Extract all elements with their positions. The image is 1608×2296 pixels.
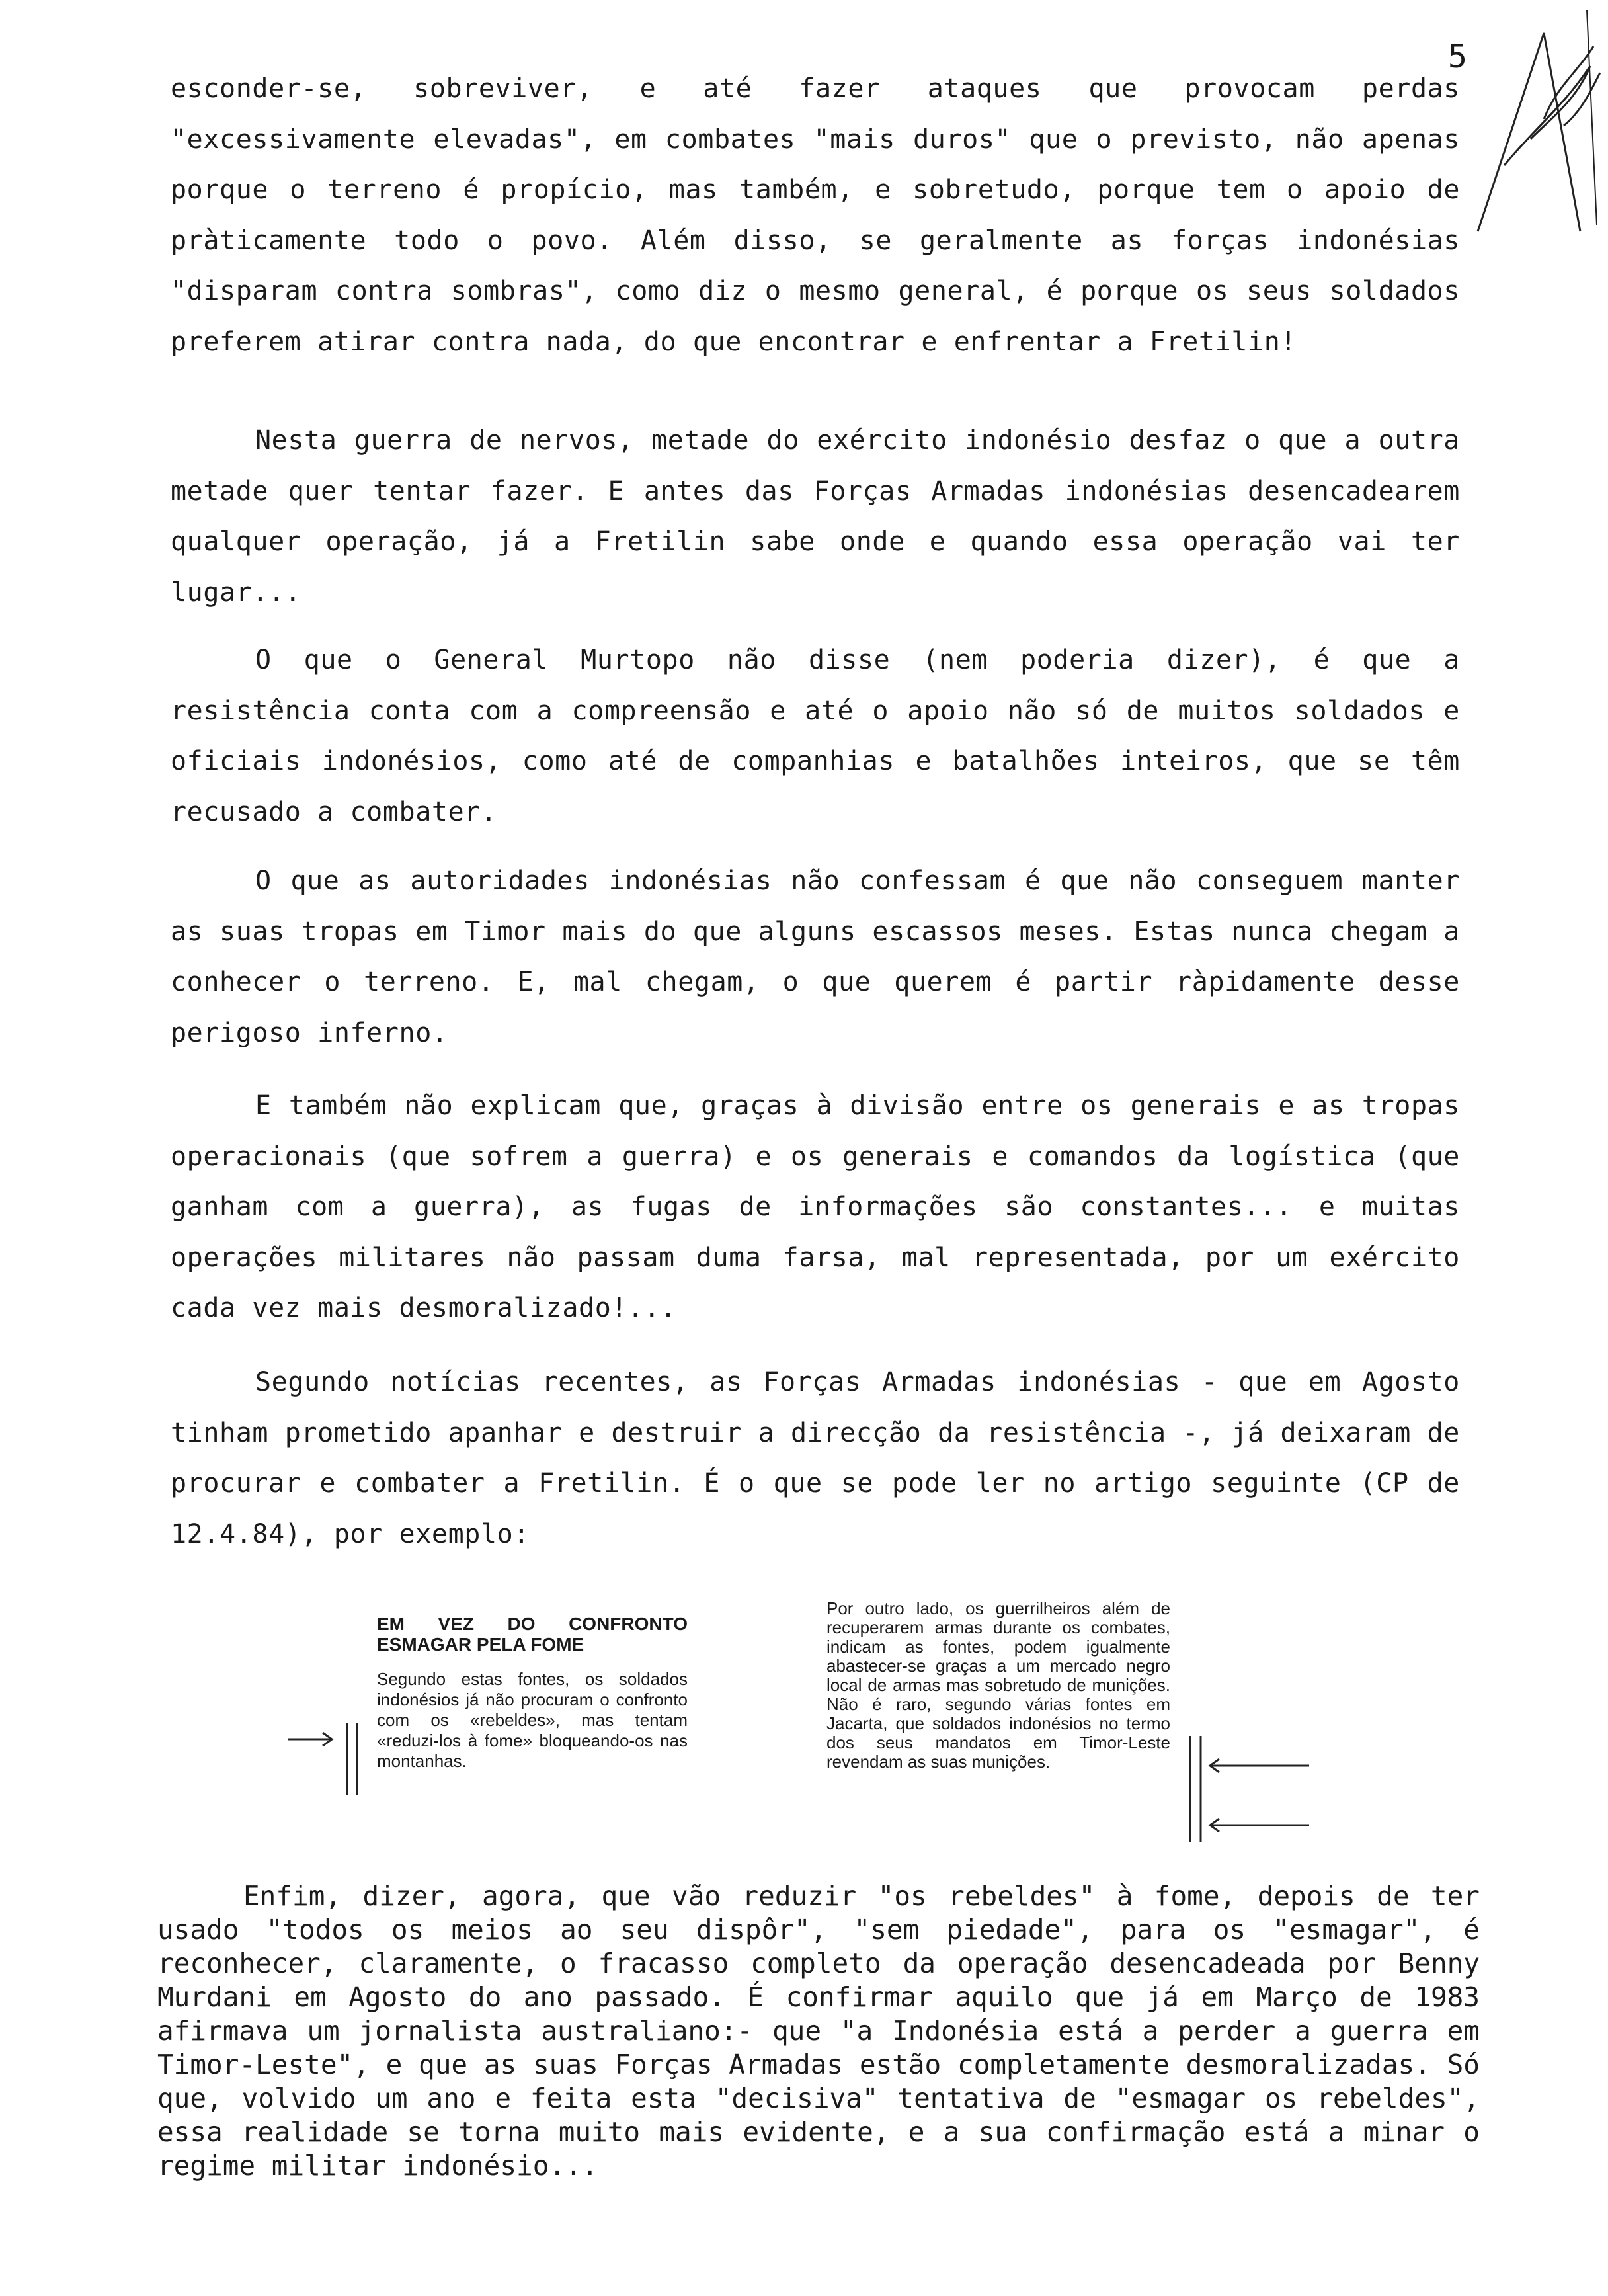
- paragraph-4-text: O que as autoridades indonésias não confessam é que não conseguem manter as suas tropas em Timor mais do que alguns escassos meses. Estas nunca chegam a conhecer o terreno. E, mal chegam, o que querem é partir ràpidamente desse perigoso inferno.: [171, 866, 1460, 1048]
- clipping-left-body: Segundo estas fontes, os soldados indonésios já não procuram o confronto com os «rebeldes», mas tentam «reduzi-los à fome» bloqueando-os nas montanhas.: [377, 1669, 688, 1771]
- paragraph-1-text: esconder-se, sobreviver, e até fazer ataques que provocam perdas "excessivamente elevadas", em combates "mais duros" que o previsto, não apenas porque o terreno é propício, mas também, e sobretudo, porque tem o apoio de pràticamente todo o povo. Além disso, se geralmente as forças indonésias "disparam contra sombras", como diz o mesmo general, é porque os seus soldados preferem atirar contra nada, do que encontrar e enfrentar a Fretilin!: [171, 73, 1460, 357]
- paragraph-5: [171, 1081, 1460, 1334]
- handwritten-signature: [1465, 7, 1603, 245]
- paragraph-4: [171, 856, 1460, 1058]
- paragraph-3: [171, 635, 1460, 837]
- paragraph-2: [171, 415, 1460, 618]
- paragraph-5-text: E também não explicam que, graças à divisão entre os generais e as tropas operacionais (que sofrem a guerra) e os generais e comandos da logística (que ganham com a guerra), as fugas de informações são constantes... e muitas operações militares não passam duma farsa, mal representada, por um exército cada vez mais desmoralizado!...: [171, 1090, 1460, 1323]
- newspaper-clipping-left: [377, 1614, 688, 1772]
- margin-arrow-right-icon: [1184, 1733, 1316, 1845]
- paragraph-6: [171, 1357, 1460, 1559]
- clipping-headline: EM VEZ DO CONFRONTO ESMAGAR PELA FOME: [377, 1614, 688, 1655]
- clipping-right-body: Por outro lado, os guerrilheiros além de recuperarem armas durante os combates, indicam as fontes, podem igualmente abastecer-se graças a um mercado negro local de armas mas sobretudo de munições. Não é raro, segundo várias fontes em Jacarta, que soldados indonésios no termo dos seus mandatos em Timor-Leste revendam as suas munições.: [826, 1598, 1170, 1772]
- paragraph-2-text: Nesta guerra de nervos, metade do exército indonésio desfaz o que a outra metade quer tentar fazer. E antes das Forças Armadas indonésias desencadearem qualquer operação, já a Fretilin sabe onde e quando essa operação vai ter lugar...: [171, 425, 1460, 608]
- closing-paragraph: [157, 1879, 1480, 2183]
- page-number: 5: [1448, 38, 1467, 75]
- paragraph-1: [171, 63, 1460, 367]
- paragraph-6-text: Segundo notícias recentes, as Forças Armadas indonésias - que em Agosto tinham prometido apanhar e destruir a direcção da resistência -, já deixaram de procurar e combater a Fretilin. É o que se pode ler no artigo seguinte (CP de 12.4.84), por exemplo:: [171, 1367, 1460, 1549]
- newspaper-clipping-right: [826, 1599, 1170, 1772]
- closing-paragraph-text: Enfim, dizer, agora, que vão reduzir "os rebeldes" à fome, depois de ter usado "todos os meios ao seu dispôr", "sem piedade", para os "esmagar", é reconhecer, claramente, o fracasso completo da operação desencadeada por Benny Murdani em Agosto do ano passado. É confirmar aquilo que já em Março de 1983 afirmava um jornalista australiano:- que "a Indonésia está a perder a guerra em Timor-Leste", e que as suas Forças Armadas estão completamente desmoralizadas. Só que, volvido um ano e feita esta "decisiva" tentativa de "esmagar os rebeldes", essa realidade se torna muito mais evidente, e a sua confirmação está a minar o regime militar indonésio...: [157, 1880, 1480, 2182]
- margin-arrow-left-icon: [284, 1719, 370, 1799]
- paragraph-3-text: O que o General Murtopo não disse (nem poderia dizer), é que a resistência conta com a compreensão e até o apoio não só de muitos soldados e oficiais indonésios, como até de companhias e batalhões inteiros, que se têm recusado a combater.: [171, 645, 1460, 827]
